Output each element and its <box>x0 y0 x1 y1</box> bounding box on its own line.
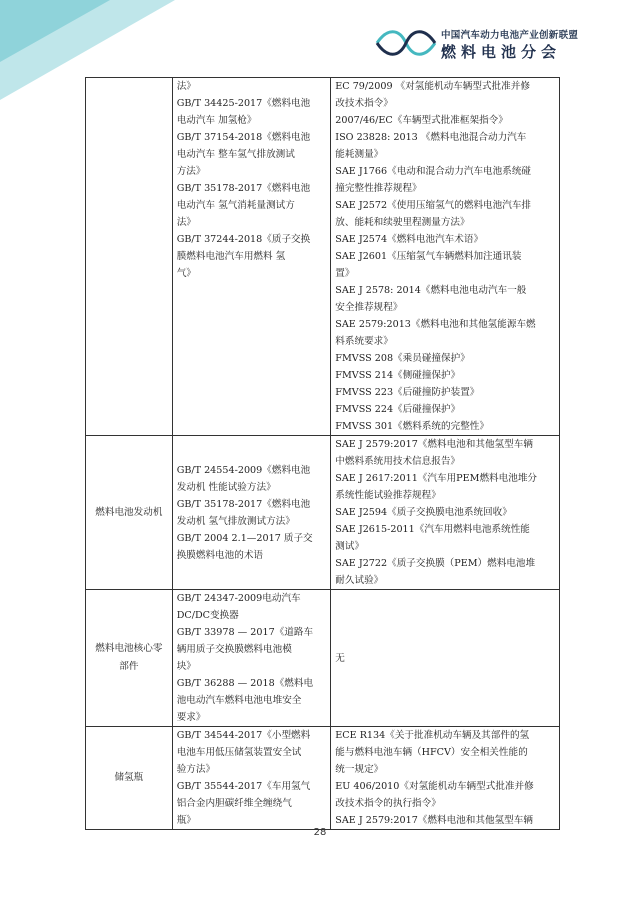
standard-line: SAE J2601《压缩氢气车辆燃料加注通讯装 <box>335 251 522 262</box>
standard-line: GB/T 35178-2017《燃料电池 <box>176 498 311 510</box>
standard-line: SAE J 2579:2017《燃料电池和其他氢型车辆 <box>335 439 533 450</box>
standard-line: 瓶》 <box>176 815 196 826</box>
alliance-logo-icon <box>375 28 437 58</box>
standard-line: SAE J2594《质子交换膜电池系统回收》 <box>335 507 512 518</box>
standard-line: 膜燃料电池汽车用燃料 氢 <box>176 251 286 262</box>
standard-line: 电动汽车 加氢枪》 <box>176 115 257 126</box>
standard-line: 发动机 氢气排放测试方法》 <box>176 515 295 527</box>
standard-line: 块》 <box>176 661 196 672</box>
standard-line: SAE 2579:2013《燃料电池和其他氢能源车燃 <box>335 319 536 330</box>
component-cell: 燃料电池核心零部件 <box>86 590 173 727</box>
gb-standards-cell <box>172 78 331 436</box>
standard-line: 统一规定》 <box>335 764 384 775</box>
standard-line: ECE R134《关于批准机动车辆及其部件的氢 <box>335 730 530 741</box>
org-name: 中国汽车动力电池产业创新联盟 <box>441 30 579 41</box>
standard-line: SAE J2574《燃料电池汽车术语》 <box>335 234 484 245</box>
standard-line: GB/T 34544-2017《小型燃料 <box>176 730 311 741</box>
standard-line: 验方法》 <box>176 764 216 775</box>
branch-name: 燃料电池分会 <box>441 43 562 61</box>
standard-line: SAE J2615-2011《汽车用燃料电池系统性能 <box>335 524 530 535</box>
standard-line: GB/T 35544-2017《车用氢气 <box>176 781 311 792</box>
table-row <box>86 727 560 830</box>
standard-line: 系统性能试验推荐规程》 <box>335 490 441 501</box>
standards-table <box>85 77 560 830</box>
standard-line: 安全推荐规程》 <box>335 302 403 313</box>
table-row <box>86 590 560 727</box>
alliance-logo <box>375 26 615 62</box>
standard-line: 电动汽车 整车氢气排放测试 <box>176 149 295 160</box>
standard-line: SAE J 2617:2011《汽车用PEM燃料电池堆分 <box>335 473 538 484</box>
page-number: 28 <box>313 827 327 838</box>
gb-standards-cell <box>172 436 331 590</box>
standard-line: 撞完整性推荐规程》 <box>335 183 422 194</box>
standard-line: 辆用质子交换膜燃料电池模 <box>176 644 292 655</box>
table-row <box>86 78 560 436</box>
intl-standards-cell <box>331 590 560 727</box>
standard-line: 发动机 性能试验方法》 <box>176 481 276 493</box>
standard-line: 电动汽车 氢气消耗量测试方 <box>176 200 295 211</box>
standard-line: SAE J2572《使用压缩氢气的燃料电池汽车排 <box>335 200 532 211</box>
standard-line: SAE J 2578: 2014《燃料电池电动汽车一般 <box>335 285 527 296</box>
standard-line: GB/T 2004 2.1—2017 质子交 <box>176 532 313 544</box>
intl-standards-cell <box>331 436 560 590</box>
gb-standards-cell <box>172 590 331 727</box>
standard-line: 测试》 <box>335 541 365 552</box>
standard-line: 要求》 <box>176 712 206 723</box>
standard-line: 改技术指令》 <box>335 98 393 109</box>
table-row <box>86 436 560 590</box>
standard-line: 能与燃料电池车辆（HFCV）安全相关性能的 <box>335 747 528 758</box>
standard-line: FMVSS 214《侧碰撞保护》 <box>335 370 461 381</box>
standard-line: 中燃料系统用技术信息报告》 <box>335 456 461 467</box>
standard-line: 方法》 <box>176 166 206 177</box>
standard-line: SAE J1766《电动和混合动力汽车电池系统碰 <box>335 166 532 177</box>
standard-line: FMVSS 208《乘员碰撞保护》 <box>335 353 470 364</box>
standard-line: 无 <box>335 652 345 664</box>
intl-standards-cell <box>331 727 560 830</box>
standard-line: 法》 <box>176 81 196 92</box>
standard-line: GB/T 34425-2017《燃料电池 <box>176 98 311 109</box>
standard-line: 换膜燃料电池的术语 <box>176 549 264 561</box>
standard-line: SAE J2722《质子交换膜（PEM）燃料电池堆 <box>335 558 536 569</box>
component-cell <box>86 78 173 436</box>
standard-line: SAE J 2579:2017《燃料电池和其他氢型车辆 <box>335 815 533 826</box>
standard-line: 池电动汽车燃料电池电堆安全 <box>176 695 302 706</box>
standard-line: 改技术指令的执行指令》 <box>335 798 441 809</box>
standard-line: 铝合金内胆碳纤维全缠绕气 <box>176 798 292 809</box>
standard-line: 电池车用低压储氢装置安全试 <box>176 747 302 758</box>
standard-line: FMVSS 301《燃料系统的完整性》 <box>335 421 489 432</box>
standard-line: GB/T 37244-2018《质子交换 <box>176 234 311 245</box>
standard-line: 置》 <box>335 268 355 279</box>
standard-line: 2007/46/EC《车辆型式批准框架指令》 <box>335 115 508 126</box>
standard-line: FMVSS 223《后碰撞防护装置》 <box>335 387 480 398</box>
standard-line: 耐久试验》 <box>335 575 384 586</box>
standard-line: 气》 <box>176 268 196 279</box>
standard-line: 法》 <box>176 217 196 228</box>
standard-line: EU 406/2010《对氢能机动车辆型式批准并修 <box>335 781 534 792</box>
standard-line: FMVSS 224《后碰撞保护》 <box>335 404 461 415</box>
standard-line: GB/T 37154-2018《燃料电池 <box>176 132 311 143</box>
standard-line: EC 79/2009 《对氢能机动车辆型式批准并修 <box>335 81 530 92</box>
gb-standards-cell <box>172 727 331 830</box>
standard-line: GB/T 33978 — 2017《道路车 <box>176 627 314 638</box>
standard-line: 能耗测量》 <box>335 149 384 160</box>
standard-line: DC/DC变换器 <box>176 610 239 621</box>
standard-line: ISO 23828: 2013 《燃料电池混合动力汽车 <box>335 132 527 143</box>
standard-line: 放、能耗和续驶里程测量方法》 <box>335 217 470 228</box>
standard-line: GB/T 36288 — 2018《燃料电 <box>176 678 314 689</box>
standard-line: GB/T 24554-2009《燃料电池 <box>176 464 311 476</box>
standard-line: 料系统要求》 <box>335 336 393 347</box>
component-cell: 燃料电池发动机 <box>86 436 173 590</box>
standard-line: GB/T 24347-2009电动汽车 <box>176 593 301 604</box>
standard-line: GB/T 35178-2017《燃料电池 <box>176 183 311 194</box>
intl-standards-cell <box>331 78 560 436</box>
component-cell: 储氢瓶 <box>86 727 173 830</box>
